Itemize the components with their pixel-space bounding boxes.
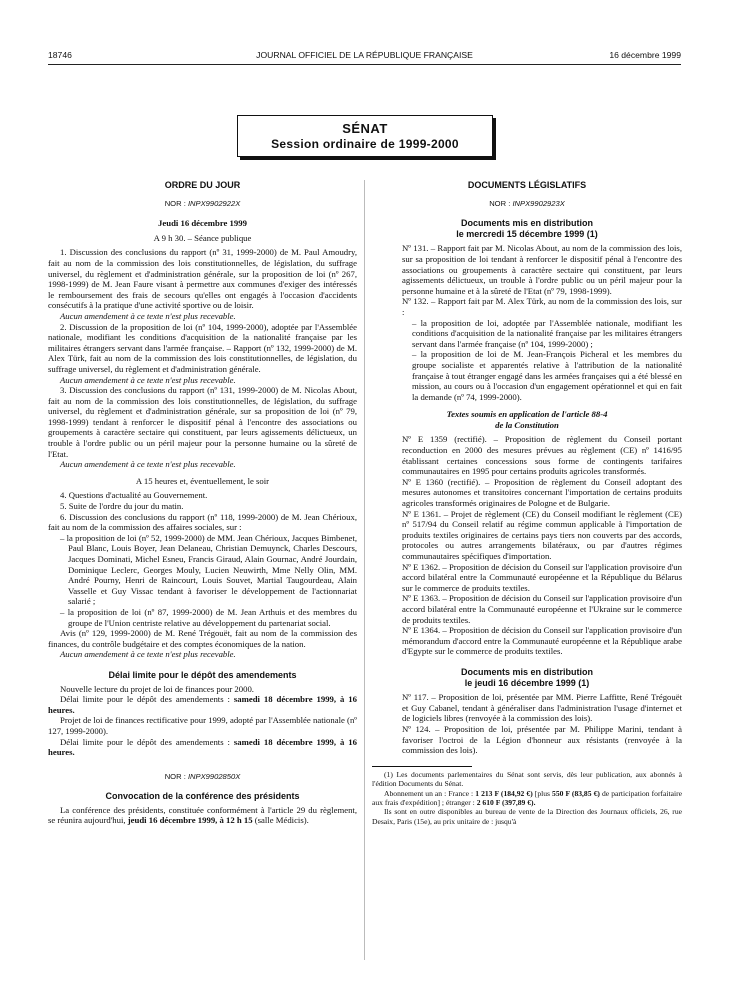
agenda-item-5: 5. Suite de l'ordre du jour du matin.	[60, 501, 184, 512]
amendment-note: Aucun amendement à ce texte n'est plus recevable.	[60, 459, 236, 470]
avis-text: Avis (nº 129, 1999-2000) de M. René Trégouët, fait au nom de la commission des finances, du contrôle budgétaire et des comptes économiques de la nation.	[48, 628, 357, 649]
delai-text: Délai limite pour le dépôt des amendements : samedi 18 décembre 1999, à 16 heures.	[48, 736, 357, 758]
agenda-item-6: 6. Discussion des conclusions du rapport (nº 118, 1999-2000) de M. Jean Chérioux, fait au nom de la commission des affaires sociales, sur :	[48, 511, 357, 533]
conference-heading: Convocation de la conférence des présidents	[105, 791, 300, 802]
footnote: (1) Les documents parlementaires du Sénat sont servis, dès leur publication, aux abonnés à l'édition Documents du Sénat.	[372, 769, 682, 789]
article-heading: Textes soumis en application de l'article 88-4	[446, 409, 608, 420]
session-day: Jeudi 16 décembre 1999	[158, 218, 247, 229]
page-header	[48, 50, 681, 64]
document-entry: Nº 117. – Proposition de loi, présentée par MM. Pierre Laffitte, René Trégouët et Guy Cabanel, tendant à généraliser dans l'administration l'usage d'internet et de logiciels libres (renvoyée à la commission des lois).	[402, 692, 682, 724]
agenda-subitem: – la proposition de loi (nº 87, 1999-2000) de M. Jean Arthuis et des membres du groupe de l'Union centriste relative au développement du partenariat social.	[60, 606, 357, 628]
document-entry: Nº 131. – Rapport fait par M. Nicolas About, au nom de la commission des lois, sur sa proposition de loi tendant à renforcer le dispositif pénal à l'encontre des associations ou groupements à caractère sectaire qui constituent, par leurs agissements délictueux, un trouble à l'ordre public ou un péril majeur pour la personne humaine et à la sûreté de l'Etat (nº 79, 1998-1999).	[402, 243, 682, 296]
left-column	[48, 180, 357, 826]
header-rule	[48, 64, 681, 65]
distribution-heading: Documents mis en distribution	[460, 218, 593, 229]
nor-reference: NOR : INPX9902923X	[489, 198, 565, 208]
footnote-rule	[372, 766, 472, 767]
banner-title: SÉNAT	[342, 121, 388, 136]
journal-title: JOURNAL OFFICIEL DE LA RÉPUBLIQUE FRANÇAISE	[256, 50, 473, 60]
right-column	[372, 180, 682, 826]
documents-heading: DOCUMENTS LÉGISLATIFS	[467, 180, 587, 190]
e-document-entry: Nº E 1363. – Proposition de décision du Conseil sur l'application provisoire d'un accord bilatéral entre la Communauté européenne et l'Ukraine sur le commerce de produits textiles.	[402, 593, 682, 625]
distribution-heading: Documents mis en distribution	[460, 666, 593, 677]
morning-session: A 9 h 30. – Séance publique	[153, 232, 252, 243]
article-heading: de la Constitution	[495, 419, 559, 430]
delai-heading: Délai limite pour le dépôt des amendements	[108, 669, 297, 680]
nor-reference: NOR : INPX9902850X	[164, 771, 241, 781]
document-entry: Nº 132. – Rapport fait par M. Alex Türk, au nom de la commission des lois, sur :	[402, 296, 682, 317]
document-entry: Nº 124. – Proposition de loi, présentée par M. Philippe Marini, tendant à favoriser l'octroi de la Légion d'honneur aux résistants (renvoyée à la commission des lois).	[402, 723, 682, 756]
agenda-subitem: – la proposition de loi (nº 52, 1999-2000) de MM. Jean Chérioux, Jacques Bimbenet, Paul Blanc, Louis Boyer, Jean Delaneau, Christian Demuynck, Charles Descours, Jacques Dominati, Michel Esneu, Francis Giraud, Alain Gournac, André Jourdain, Dominique Leclerc, Georges Mouly, Lucien Neuwirth, Mme Nelly Olin, MM. André Pourny, Henri de Raincourt, Louis Souvet, Martial Taugourdeau, Alain Vasselle et Guy Vissac tendant à favoriser le développement de l'actionnariat salarié ;	[60, 532, 357, 607]
document-subentry: – la proposition de loi de M. Jean-François Picheral et les membres du groupe socialiste et apparentés relative à l'attribution de la nationalité française à tout étranger engagé dans les armées françaises qui a été blessé en mission, au cours ou à l'occasion d'un engagement opérationnel et qui en fait la demande (nº 74, 1999-2000).	[412, 349, 682, 402]
agenda-item-3: 3. Discussion des conclusions du rapport (nº 131, 1999-2000) de M. Nicolas About, fait au nom de la commission des lois constitutionnelles, de législation, du suffrage universel, du règlement et d'administration générale, sur sa proposition de loi (nº 79, 1998-1999) tendant à renforcer le dispositif pénal à l'encontre des associations ou groupements à caractère sectaire qui constituent, par leurs agissements délictueux, un trouble à l'ordre public ou un péril majeur pour la personne humaine ou la sûreté de l'Etat.	[48, 385, 357, 459]
delai-text: Nouvelle lecture du projet de loi de finances pour 2000.	[60, 683, 254, 694]
amendment-note: Aucun amendement à ce texte n'est plus recevable.	[60, 310, 236, 321]
footnote: Abonnement un an : France : 1 213 F (184,92 €) [plus 550 F (83,85 €) de participation forfaitaire aux frais d'expédition] ; étranger : 2 610 F (397,89 €).	[372, 788, 682, 807]
e-document-entry: Nº E 1362. – Proposition de décision du Conseil sur l'application provisoire d'un accord bilatéral entre la Communauté européenne et la République du Bélarus sur le commerce de produits textiles.	[402, 561, 682, 593]
page-number: 18746	[48, 50, 72, 60]
agenda-item-1: 1. Discussion des conclusions du rapport (nº 31, 1999-2000) de M. Paul Amoudry, fait au nom de la commission des lois constitutionnelles, de législation, du suffrage universel, du règlement et d'administration générale, sur la proposition de loi (nº 267, 1998-1999) de M. Jean Faure visant à permettre aux communes d'exiger des intéressés le remboursement des frais de secours qu'elles ont engagés à l'occasion d'accidents consécutifs à la pratique d'une activité sportive ou de loisir.	[48, 247, 357, 311]
amendment-note: Aucun amendement à ce texte n'est plus recevable.	[60, 649, 236, 660]
ordre-du-jour-heading: ORDRE DU JOUR	[164, 180, 241, 190]
agenda-item-2: 2. Discussion de la proposition de loi (nº 104, 1999-2000), adoptée par l'Assemblée nationale, modifiant les conditions d'acquisition de la nationalité française par les militaires étrangers servant dans l'armée française. – Rapport (nº 132, 1999-2000) de M. Alex Türk, fait au nom de la commission des lois constitutionnelles, de législation, du suffrage universel, du règlement et d'administration générale.	[48, 321, 357, 374]
column-divider	[364, 180, 365, 960]
distribution-date: le mercredi 15 décembre 1999 (1)	[456, 228, 598, 239]
senat-banner	[237, 115, 493, 157]
conference-text: La conférence des présidents, constituée conformément à l'article 29 du règlement, se réunira aujourd'hui, jeudi 16 décembre 1999, à 12 h 15 (salle Médicis).	[48, 804, 357, 826]
agenda-item-4: 4. Questions d'actualité au Gouvernement.	[60, 490, 208, 501]
delai-text: Projet de loi de finances rectificative pour 1999, adopté par l'Assemblée nationale (nº 127, 1999-2000).	[48, 715, 357, 736]
document-subentry: – la proposition de loi, adoptée par l'Assemblée nationale, modifiant les conditions d'acquisition de la nationalité française par les militaires étrangers servant dans l'armée française (nº 104, 1999-2000) ;	[412, 317, 682, 349]
nor-reference: NOR : INPX9902922X	[164, 198, 241, 208]
banner-subtitle: Session ordinaire de 1999-2000	[271, 137, 459, 151]
amendment-note: Aucun amendement à ce texte n'est plus recevable.	[60, 374, 236, 385]
delai-text: Délai limite pour le dépôt des amendements : samedi 18 décembre 1999, à 16 heures.	[48, 694, 357, 715]
afternoon-session: A 15 heures et, éventuellement, le soir	[135, 475, 270, 486]
issue-date: 16 décembre 1999	[609, 50, 681, 60]
e-document-entry: Nº E 1359 (rectifié). – Proposition de règlement du Conseil portant reconduction en 2000 des mesures prévues au règlement (CE) nº 1416/95 établissant certaines concessions sous forme de contingents tarifaires communautaires en 1995 pour certains produits agricoles transformés.	[402, 434, 682, 477]
e-document-entry: Nº E 1361. – Projet de règlement (CE) du Conseil modifiant le règlement (CE) nº 517/94 du Conseil relatif au régime commun applicable à l'importation de produits textiles originaires de certains pays tiers non couverts par des accords, protocoles ou autres arrangements bilatéraux, ou par d'autres régimes communautaires spécifiques d'importation.	[402, 508, 682, 561]
footnote: Ils sont en outre disponibles au bureau de vente de la Direction des Journaux officiels, 26, rue Desaix, Paris (15e), au prix unitaire de : jusqu'à	[372, 807, 682, 826]
e-document-entry: Nº E 1360 (rectifié). – Proposition de règlement du Conseil adoptant des mesures autonomes et transitoires concernant l'importation de certains produits agricoles transformés originaires de Pologne et de Bulgarie.	[402, 476, 682, 509]
e-document-entry: Nº E 1364. – Proposition de décision du Conseil sur l'application provisoire d'un mémorandum d'accord entre la Communauté européenne et la République arabe d'Egypte sur le commerce de produits textiles.	[402, 625, 682, 657]
distribution-date: le jeudi 16 décembre 1999 (1)	[464, 677, 590, 688]
